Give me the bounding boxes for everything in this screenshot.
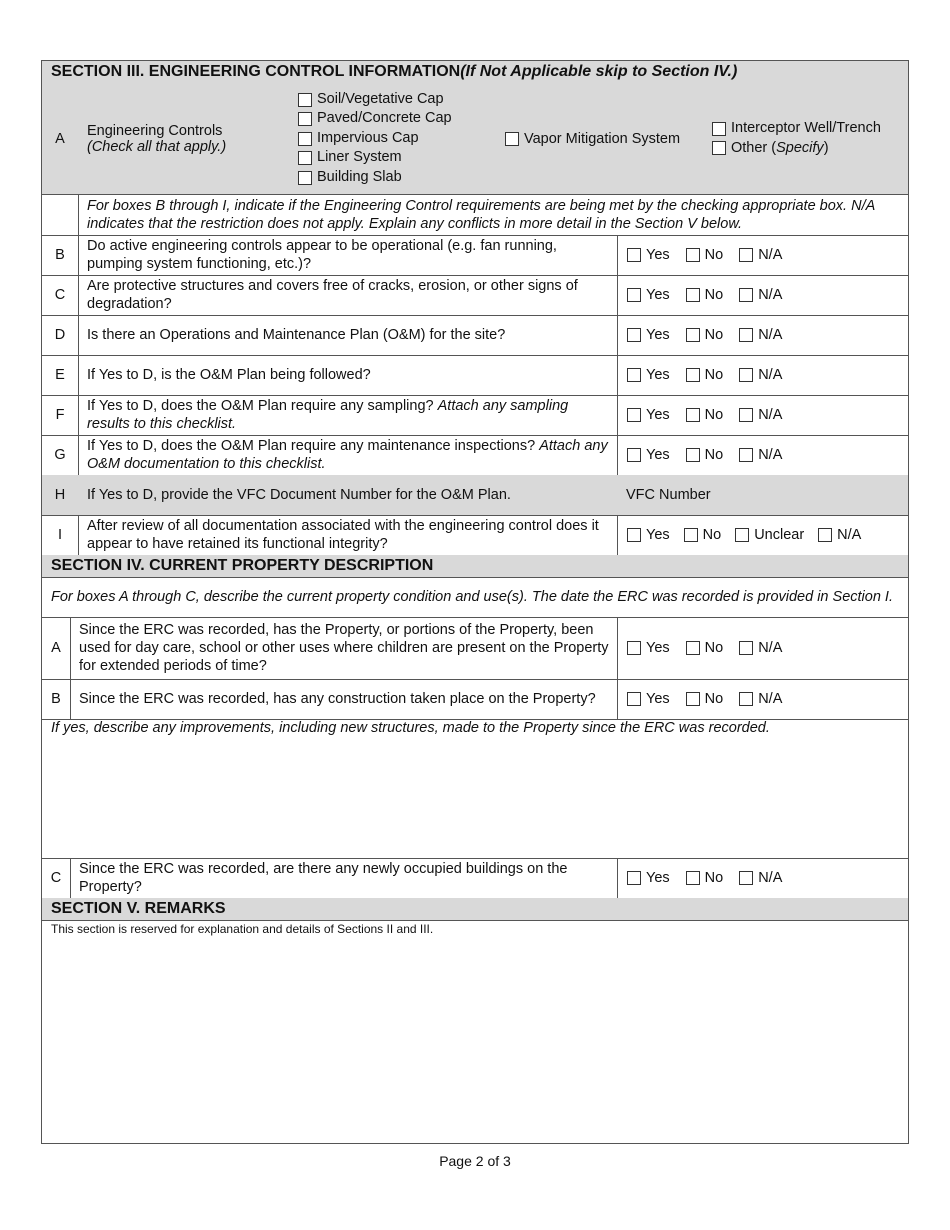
yes-option[interactable]: Yes bbox=[627, 640, 670, 656]
section-3-title-note: (If Not Applicable skip to Section IV.) bbox=[460, 63, 738, 80]
row-iv-c-answers bbox=[617, 858, 909, 899]
checkbox[interactable] bbox=[627, 528, 641, 542]
checkbox[interactable] bbox=[298, 132, 312, 146]
engineering-controls-sub: (Check all that apply.) bbox=[87, 138, 227, 155]
no-option[interactable]: No bbox=[684, 527, 722, 543]
checkbox[interactable] bbox=[684, 528, 698, 542]
checkbox[interactable] bbox=[686, 448, 700, 462]
row-iv-b-answers bbox=[617, 679, 909, 720]
no-option[interactable]: No bbox=[686, 407, 724, 423]
row-g-letter: G bbox=[41, 435, 79, 476]
instructions-blank-cell bbox=[41, 194, 79, 236]
ec-option-liner-system[interactable]: Liner System bbox=[298, 148, 452, 168]
row-e-letter: E bbox=[41, 355, 79, 396]
checkbox[interactable] bbox=[627, 248, 641, 262]
checkbox[interactable] bbox=[298, 171, 312, 185]
row-iv-a-question: Since the ERC was recorded, has the Property, or portions of the Property, been used for day care, school or other uses where children are present on the Property for extended periods of time? bbox=[70, 617, 618, 680]
row-iv-b-letter: B bbox=[41, 679, 71, 720]
row-f-answers bbox=[617, 395, 909, 436]
no-option[interactable]: No bbox=[686, 640, 724, 656]
ec-option-vapor-mitigation[interactable]: Vapor Mitigation System bbox=[505, 131, 680, 147]
row-d-question: Is there an Operations and Maintenance Plan (O&M) for the site? bbox=[78, 315, 618, 356]
checkbox[interactable] bbox=[627, 641, 641, 655]
checkbox[interactable] bbox=[627, 871, 641, 885]
improvements-prompt: If yes, describe any improvements, including new structures, made to the Property since the ERC was recorded. bbox=[51, 720, 770, 736]
checkbox[interactable] bbox=[627, 448, 641, 462]
remarks-note: This section is reserved for explanation and details of Sections II and III. bbox=[51, 922, 434, 936]
engineering-controls-col1 bbox=[288, 83, 496, 195]
checkbox[interactable] bbox=[686, 408, 700, 422]
remarks-textarea[interactable] bbox=[41, 920, 909, 1144]
row-iv-c-letter: C bbox=[41, 858, 71, 899]
checkbox[interactable] bbox=[739, 641, 753, 655]
checkbox[interactable] bbox=[298, 112, 312, 126]
row-iv-a-letter: A bbox=[41, 617, 71, 680]
row-i-letter: I bbox=[41, 515, 79, 556]
vfc-number-field[interactable]: VFC Number bbox=[617, 475, 909, 516]
na-option[interactable]: N/A bbox=[739, 247, 782, 263]
checkbox[interactable] bbox=[686, 328, 700, 342]
ec-option-other[interactable]: Other ( Specify ) bbox=[712, 139, 881, 159]
engineering-controls-label-cell bbox=[78, 83, 289, 195]
row-h-question: If Yes to D, provide the VFC Document Number for the O&M Plan. bbox=[78, 475, 618, 516]
yes-option[interactable]: Yes bbox=[627, 247, 670, 263]
na-option[interactable]: N/A bbox=[739, 691, 782, 707]
row-f-letter: F bbox=[41, 395, 79, 436]
ec-option-paved-cap[interactable]: Paved/Concrete Cap bbox=[298, 109, 452, 129]
checkbox[interactable] bbox=[627, 408, 641, 422]
checkbox[interactable] bbox=[739, 288, 753, 302]
na-option[interactable]: N/A bbox=[739, 640, 782, 656]
row-d-answers bbox=[617, 315, 909, 356]
unclear-option[interactable]: Unclear bbox=[735, 527, 804, 543]
row-iv-b-question: Since the ERC was recorded, has any construction taken place on the Property? bbox=[70, 679, 618, 720]
row-e-question: If Yes to D, is the O&M Plan being followed? bbox=[78, 355, 618, 396]
checkbox[interactable] bbox=[739, 692, 753, 706]
no-option[interactable]: No bbox=[686, 447, 724, 463]
engineering-controls-col2 bbox=[495, 83, 703, 195]
checkbox[interactable] bbox=[712, 141, 726, 155]
na-option[interactable]: N/A bbox=[739, 327, 782, 343]
checkbox[interactable] bbox=[686, 248, 700, 262]
engineering-controls-col3 bbox=[702, 83, 909, 195]
improvements-textarea[interactable] bbox=[41, 719, 909, 859]
na-option[interactable]: N/A bbox=[739, 287, 782, 303]
row-h-letter: H bbox=[41, 475, 79, 516]
section-4-instructions: For boxes A through C, describe the current property condition and use(s). The date the ERC was recorded is provided in Section I. bbox=[41, 577, 909, 618]
na-option[interactable]: N/A bbox=[739, 870, 782, 886]
no-option[interactable]: No bbox=[686, 691, 724, 707]
checkbox[interactable] bbox=[739, 328, 753, 342]
yes-option[interactable]: Yes bbox=[627, 527, 670, 543]
checkbox[interactable] bbox=[818, 528, 832, 542]
yes-option[interactable]: Yes bbox=[627, 367, 670, 383]
checkbox[interactable] bbox=[627, 288, 641, 302]
row-d-letter: D bbox=[41, 315, 79, 356]
row-c-question: Are protective structures and covers free of cracks, erosion, or other signs of degradation? bbox=[78, 275, 618, 316]
checkbox[interactable] bbox=[739, 408, 753, 422]
ec-option-interceptor-well[interactable]: Interceptor Well/Trench bbox=[712, 119, 881, 139]
yes-option[interactable]: Yes bbox=[627, 327, 670, 343]
checkbox[interactable] bbox=[627, 328, 641, 342]
yes-option[interactable]: Yes bbox=[627, 870, 670, 886]
section-3-header bbox=[41, 60, 909, 84]
section-5-header: SECTION V. REMARKS bbox=[41, 898, 909, 921]
checkbox[interactable] bbox=[739, 448, 753, 462]
yes-option[interactable]: Yes bbox=[627, 407, 670, 423]
row-iv-c-question: Since the ERC was recorded, are there any newly occupied buildings on the Property? bbox=[70, 858, 618, 899]
no-option[interactable]: No bbox=[686, 247, 724, 263]
row-g-answers bbox=[617, 435, 909, 476]
na-option[interactable]: N/A bbox=[739, 367, 782, 383]
row-b-question: Do active engineering controls appear to be operational (e.g. fan running, pumping system functioning, etc.)? bbox=[78, 235, 618, 276]
row-g-question: If Yes to D, does the O&M Plan require any maintenance inspections? Attach any O&M documentation to this checklist. bbox=[78, 435, 618, 476]
checkbox[interactable] bbox=[686, 692, 700, 706]
row-b-answers bbox=[617, 235, 909, 276]
checkbox[interactable] bbox=[627, 368, 641, 382]
yes-option[interactable]: Yes bbox=[627, 287, 670, 303]
row-c-answers bbox=[617, 275, 909, 316]
checkbox[interactable] bbox=[627, 692, 641, 706]
checkbox[interactable] bbox=[686, 288, 700, 302]
engineering-controls-label: Engineering Controls bbox=[87, 122, 223, 139]
checkbox[interactable] bbox=[298, 151, 312, 165]
row-iv-a-answers bbox=[617, 617, 909, 680]
checkbox[interactable] bbox=[735, 528, 749, 542]
checkbox[interactable] bbox=[686, 871, 700, 885]
na-option[interactable]: N/A bbox=[739, 447, 782, 463]
checkbox[interactable] bbox=[298, 93, 312, 107]
checkbox[interactable] bbox=[505, 132, 519, 146]
no-option[interactable]: No bbox=[686, 367, 724, 383]
section-3-title: SECTION III. ENGINEERING CONTROL INFORMATION bbox=[51, 63, 461, 80]
row-i-answers bbox=[617, 515, 909, 556]
ec-option-building-slab[interactable]: Building Slab bbox=[298, 168, 452, 188]
no-option[interactable]: No bbox=[686, 327, 724, 343]
row-b-letter: B bbox=[41, 235, 79, 276]
row-c-letter: C bbox=[41, 275, 79, 316]
checkbox[interactable] bbox=[739, 871, 753, 885]
row-e-answers bbox=[617, 355, 909, 396]
checkbox[interactable] bbox=[739, 368, 753, 382]
no-option[interactable]: No bbox=[686, 870, 724, 886]
row-f-question: If Yes to D, does the O&M Plan require any sampling? Attach any sampling results to this checklist. bbox=[78, 395, 618, 436]
checkbox[interactable] bbox=[686, 641, 700, 655]
checkbox[interactable] bbox=[712, 122, 726, 136]
yes-option[interactable]: Yes bbox=[627, 691, 670, 707]
section-4-header: SECTION IV. CURRENT PROPERTY DESCRIPTION bbox=[41, 555, 909, 578]
page-number: Page 2 of 3 bbox=[439, 1153, 511, 1169]
checkbox[interactable] bbox=[686, 368, 700, 382]
yes-option[interactable]: Yes bbox=[627, 447, 670, 463]
section-3-instructions: For boxes B through I, indicate if the Engineering Control requirements are being met by the checking appropriate box. N/A indicates that the restriction does not apply. Explain any conflicts in more detail in the Section V below. bbox=[78, 194, 909, 236]
row-a-letter: A bbox=[41, 83, 79, 195]
checkbox[interactable] bbox=[739, 248, 753, 262]
na-option[interactable]: N/A bbox=[818, 527, 861, 543]
ec-option-soil-cap[interactable]: Soil/Vegetative Cap bbox=[298, 90, 452, 110]
row-i-question: After review of all documentation associated with the engineering control does it appear to have retained its functional integrity? bbox=[78, 515, 618, 556]
ec-option-impervious-cap[interactable]: Impervious Cap bbox=[298, 129, 452, 149]
no-option[interactable]: No bbox=[686, 287, 724, 303]
na-option[interactable]: N/A bbox=[739, 407, 782, 423]
